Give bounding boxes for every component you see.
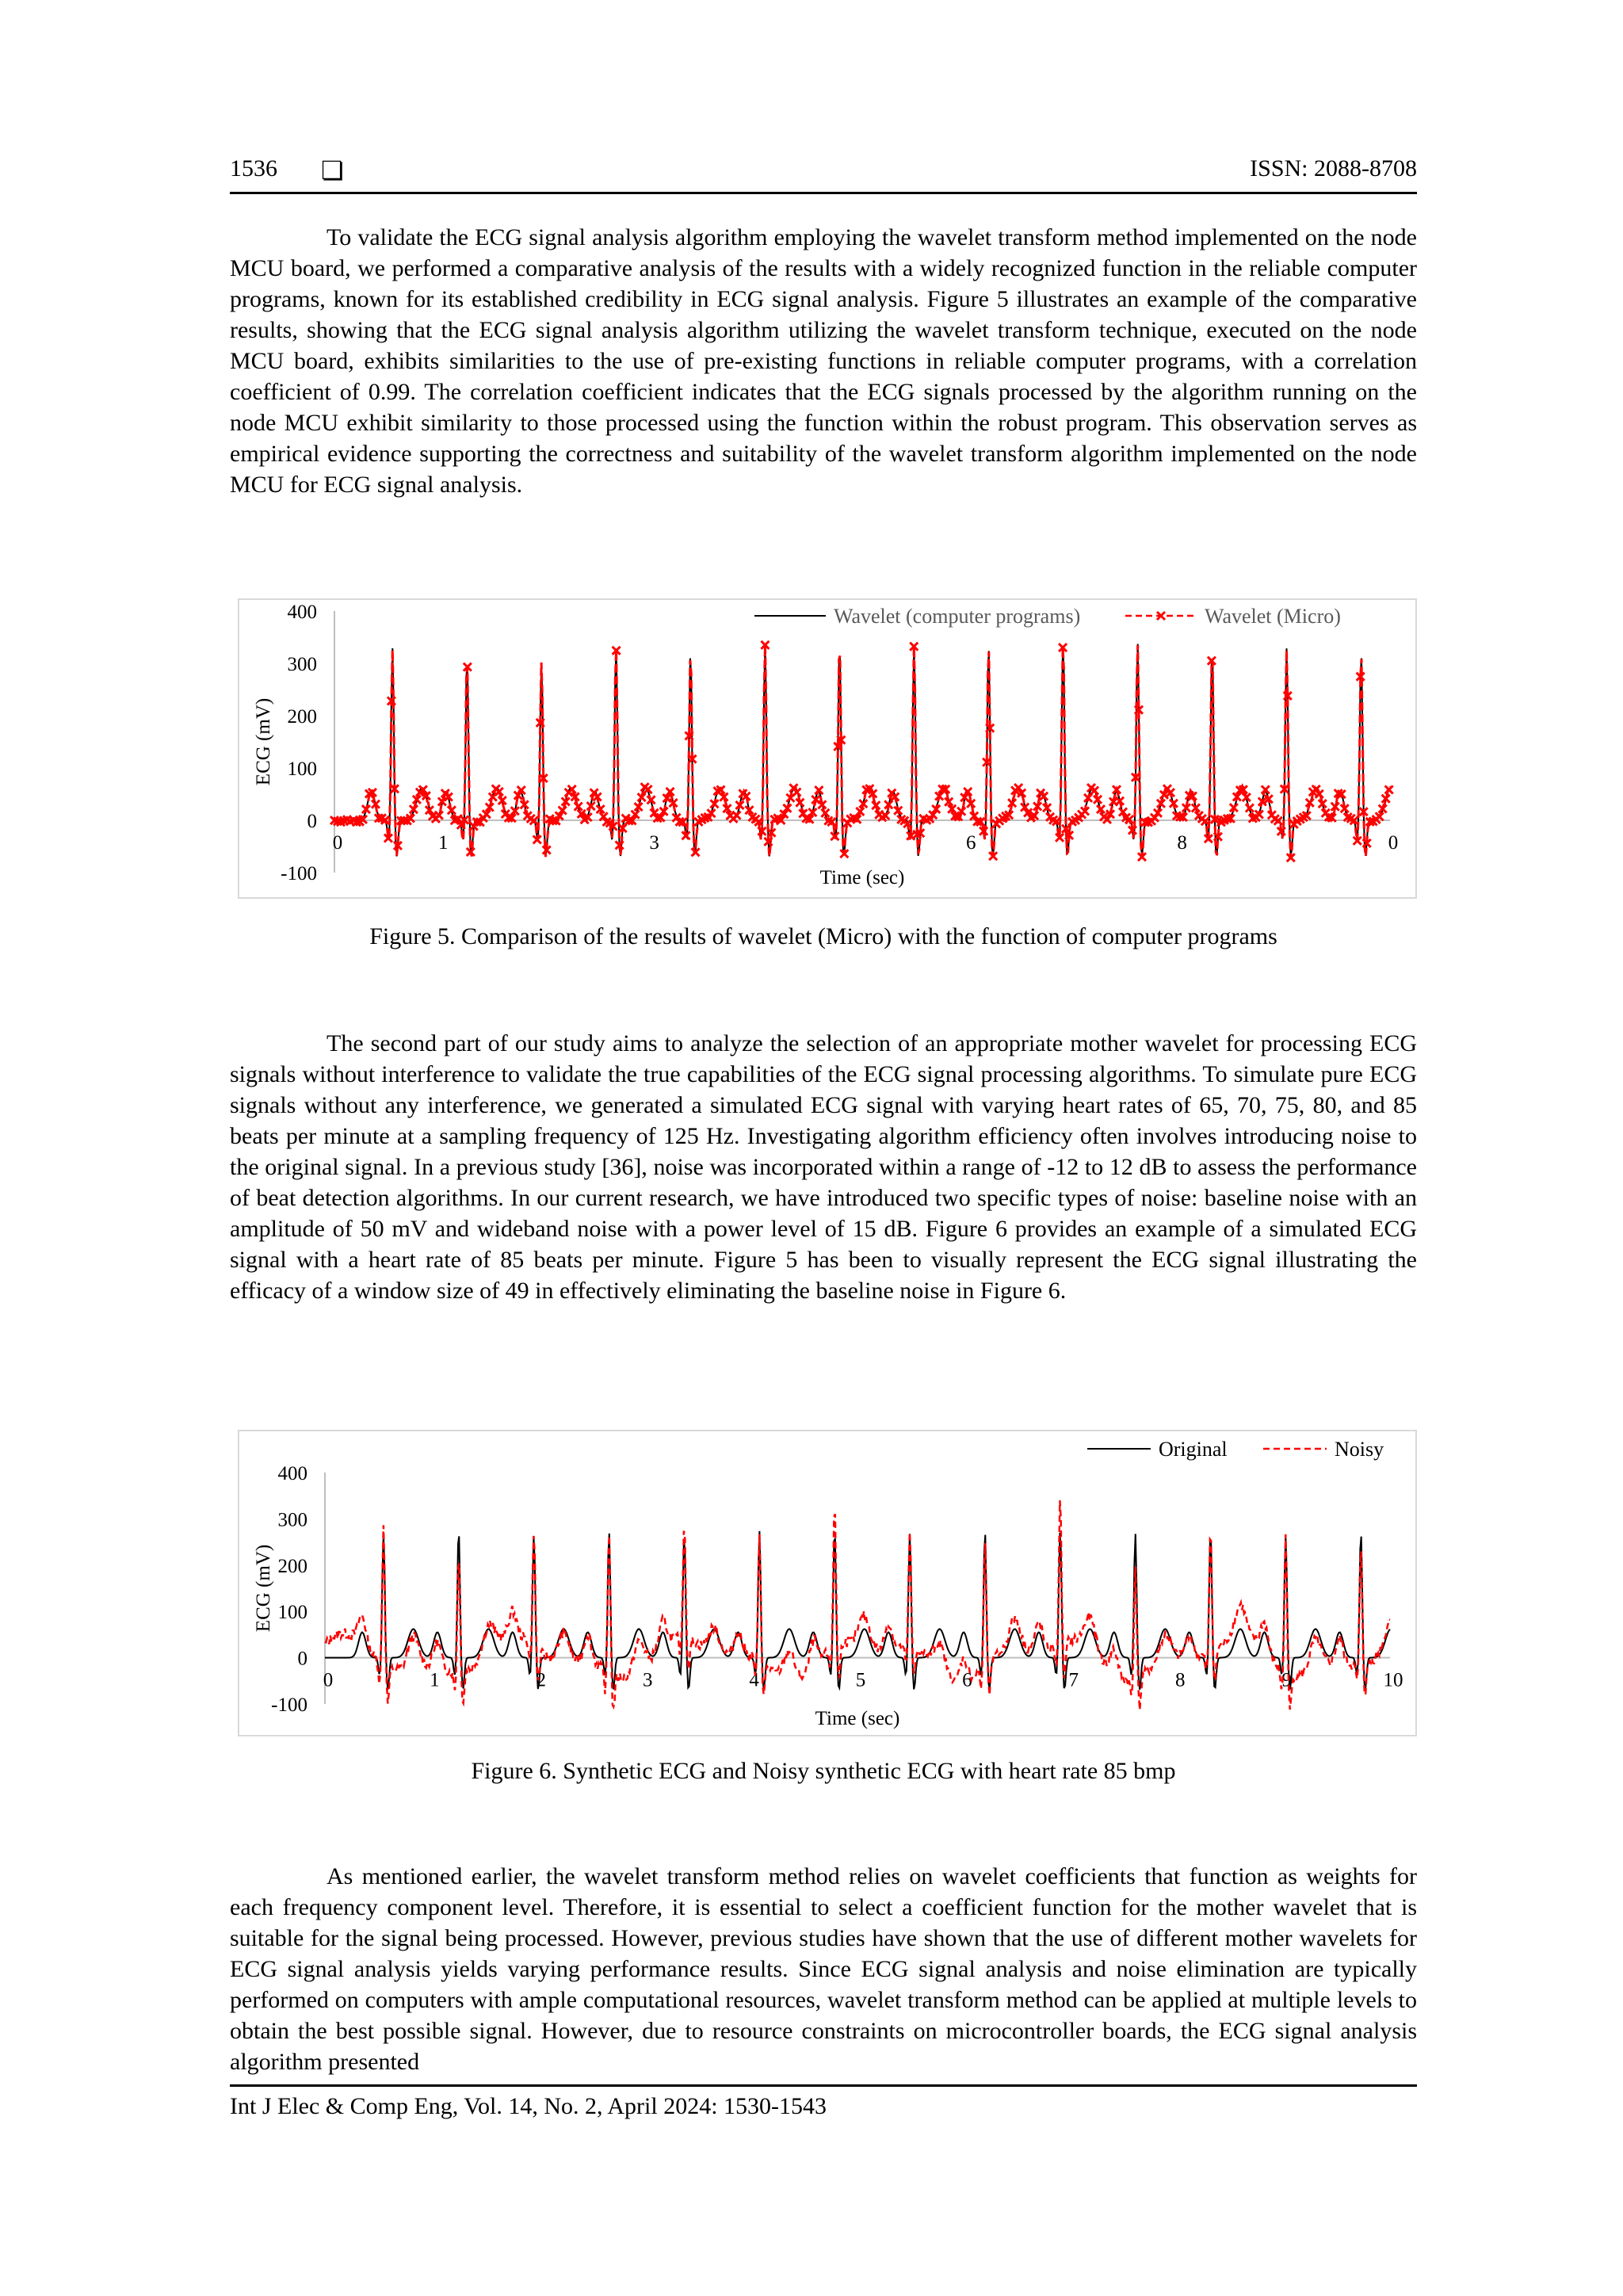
- figure-6-caption: Figure 6. Synthetic ECG and Noisy synthetic ECG with heart rate 85 bmp: [471, 1758, 1176, 1784]
- legend-label-series-1: Wavelet (computer programs): [834, 605, 1081, 628]
- data-point-marker: [435, 812, 443, 819]
- data-point-marker: [732, 812, 740, 819]
- square-bullet-icon: ❏: [321, 156, 344, 185]
- x-tick-label: 7: [1068, 1669, 1079, 1691]
- y-tick-label: 200: [287, 706, 317, 728]
- y-tick-label: 400: [287, 602, 317, 623]
- x-tick-label: 6: [962, 1669, 972, 1691]
- y-tick-label: -100: [271, 1694, 307, 1716]
- y-tick-label: 300: [277, 1509, 307, 1531]
- paragraph-1: To validate the ECG signal analysis algorithm employing the wavelet transform method implemented on the node MCU board, we performed a comparative analysis of the results with a widely recognized function in the reliable computer programs, known for its established credibility in ECG signal analysis. Figure 5 illustrates an example of the comparative results, showing that the ECG signal analysis algorithm utilizing the wavelet transform technique, executed on the node MCU board, exhibits similarities to the use of pre-existing functions in reliable computer programs, with a correlation coefficient of 0.99. The correlation coefficient indicates that the ECG signals processed by the algorithm running on the node MCU exhibit similarity to those processed using the function within the robust program. This observation serves as empirical evidence supporting the correctness and suitability of the wavelet transform algorithm implemented on the node MCU for ECG signal analysis.: [230, 224, 1417, 498]
- x-tick-label: 4: [749, 1669, 759, 1691]
- journal-citation: Int J Elec & Comp Eng, Vol. 14, No. 2, April 2024: 1530-1543: [230, 2093, 827, 2119]
- x-tick-label: 0: [323, 1669, 334, 1691]
- x-tick-label: 8: [1174, 1669, 1186, 1691]
- figure-5-caption: Figure 5. Comparison of the results of wavelet (Micro) with the function of computer programs: [369, 923, 1277, 949]
- x-tick-label: 5: [855, 1669, 866, 1691]
- y-tick-label: 0: [297, 1648, 307, 1670]
- x-tick-label: 8: [1177, 832, 1187, 854]
- x-tick-label: 2: [536, 1669, 547, 1691]
- x-tick-label: 6: [965, 832, 976, 854]
- issn: ISSN: 2088-8708: [1250, 155, 1417, 181]
- x-tick-label: 3: [642, 1669, 653, 1691]
- x-tick-label: 1: [430, 1669, 440, 1691]
- paragraph-2: The second part of our study aims to analyze the selection of an appropriate mother wavelet for processing ECG signals without interference to validate the true capabilities of the ECG signal processing algorithms. To simulate pure ECG signals without any interference, we generated a simulated ECG signal with varying heart rates of 65, 70, 75, 80, and 85 beats per minute at a sampling frequency of 125 Hz. Investigating algorithm efficiency often involves introducing noise to the original signal. In a previous study [36], noise was incorporated within a range of -12 to 12 dB to assess the performance of beat detection algorithms. In our current research, we have introduced two specific types of noise: baseline noise with an amplitude of 50 mV and wideband noise with a power level of 15 dB. Figure 6 provides an example of a simulated ECG signal with a heart rate of 85 beats per minute. Figure 5 has been to visually represent the ECG signal illustrating the efficacy of a window size of 49 in effectively eliminating the baseline noise in Figure 6.: [230, 1030, 1417, 1304]
- figure-5: [238, 598, 1417, 899]
- y-tick-label: -100: [281, 863, 317, 884]
- x-tick-label: 0: [1388, 832, 1399, 854]
- figure-6: [238, 1430, 1417, 1736]
- figure-6-chart: [239, 1431, 1415, 1735]
- x-tick-label: 0: [332, 832, 343, 854]
- legend-label-series-2: Noisy: [1335, 1438, 1384, 1461]
- series-line-wavelet-computer-programs-: [334, 644, 1390, 857]
- x-tick-label: 10: [1383, 1669, 1403, 1691]
- y-axis-label: ECG (mV): [253, 1544, 274, 1633]
- x-tick-label: 1: [437, 832, 449, 854]
- series-line-wavelet-micro-: [334, 645, 1390, 858]
- x-tick-label: 3: [649, 832, 659, 854]
- x-axis-label: Time (sec): [819, 867, 905, 888]
- page-number: 1536: [230, 155, 277, 181]
- legend-label-series-1: Original: [1159, 1438, 1228, 1461]
- paragraph-3: As mentioned earlier, the wavelet transform method relies on wavelet coefficients that function as weights for each frequency component level. Therefore, it is essential to select a coefficient function for the mother wavelet that is suitable for the signal being processed. However, previous studies have shown that the use of different mother wavelets for ECG signal analysis yields varying performance results. Since ECG signal analysis and noise elimination are typically performed on computers with ample computational resources, wavelet transform method can be applied at multiple levels to obtain the best possible signal. However, due to resource constraints on microcontroller boards, the ECG signal analysis algorithm presented: [230, 1863, 1417, 2075]
- legend-label-series-2: Wavelet (Micro): [1205, 605, 1341, 628]
- page-header: [230, 154, 1417, 194]
- y-tick-label: 300: [287, 654, 317, 675]
- page-footer: [230, 2084, 1417, 2120]
- figure-5-chart: [239, 600, 1415, 897]
- y-tick-label: 0: [307, 811, 317, 832]
- x-tick-label: 9: [1281, 1669, 1292, 1691]
- series-line-original: [325, 1531, 1390, 1690]
- y-tick-label: 200: [277, 1555, 307, 1577]
- y-tick-label: 100: [287, 758, 317, 780]
- x-axis-label: Time (sec): [815, 1708, 900, 1729]
- y-tick-label: 100: [277, 1602, 307, 1624]
- y-axis-label: ECG (mV): [253, 697, 274, 786]
- data-point-marker: [1385, 785, 1393, 793]
- y-tick-label: 400: [277, 1463, 307, 1484]
